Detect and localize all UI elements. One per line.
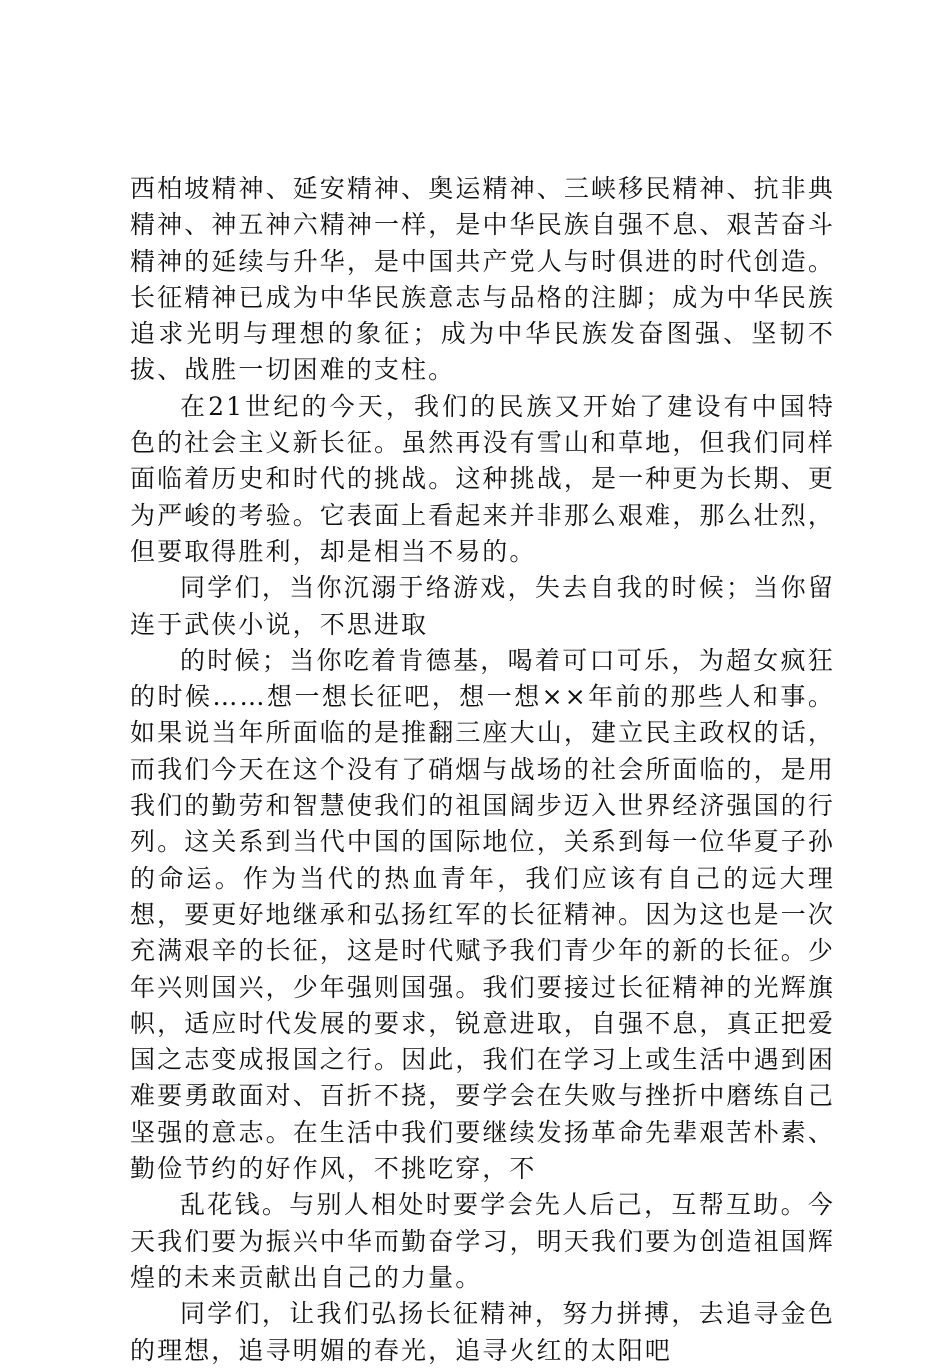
- paragraph-6: 同学们，让我们弘扬长征精神，努力拼搏，去追寻金色的理想，追寻明媚的春光，追寻火红的太阳吧: [130, 1299, 835, 1365]
- document-body: [130, 171, 835, 1369]
- paragraph-1: 西柏坡精神、延安精神、奥运精神、三峡移民精神、抗非典精神、神五神六精神一样，是中华民族自强不息、艰苦奋斗精神的延续与升华，是中国共产党人与时俱进的时代创造。长征精神已成为中华民族意志与品格的注脚；成为中华民族追求光明与理想的象征；成为中华民族发奋图强、坚韧不拔、战胜一切困难的支柱。: [130, 174, 835, 385]
- paragraph-4: 的时候；当你吃着肯德基，喝着可口可乐，为超女疯狂的时候……想一想长征吧，想一想××年前的那些人和事。如果说当年所面临的是推翻三座大山，建立民主政权的话，而我们今天在这个没有了硝烟与战场的社会所面临的，是用我们的勤劳和智慧使我们的祖国阔步迈入世界经济强国的行列。这关系到当代中国的国际地位，关系到每一位华夏子孙的命运。作为当代的热血青年，我们应该有自己的远大理想，要更好地继承和弘扬红军的长征精神。因为这也是一次充满艰辛的长征，这是时代赋予我们青少年的新的长征。少年兴则国兴，少年强则国强。我们要接过长征精神的光辉旗帜，适应时代发展的要求，锐意进取，自强不息，真正把爱国之志变成报国之行。因此，我们在学习上或生活中遇到困难要勇敢面对、百折不挠，要学会在失败与挫折中磨练自己坚强的意志。在生活中我们要继续发扬革命先辈艰苦朴素、勤俭节约的好作风，不挑吃穿，不: [130, 645, 835, 1184]
- paragraph-2: 在21世纪的今天，我们的民族又开始了建设有中国特色的社会主义新长征。虽然再没有雪山和草地，但我们同样面临着历史和时代的挑战。这种挑战，是一种更为长期、更为严峻的考验。它表面上看起来并非那么艰难，那么壮烈，但要取得胜利，却是相当不易的。: [130, 391, 835, 566]
- paragraph-3: 同学们，当你沉溺于络游戏，失去自我的时候；当你留连于武侠小说，不思进取: [130, 573, 835, 639]
- paragraph-5: 乱花钱。与别人相处时要学会先人后己，互帮互助。今天我们要为振兴中华而勤奋学习，明天我们要为创造祖国辉煌的未来贡献出自己的力量。: [130, 1190, 835, 1292]
